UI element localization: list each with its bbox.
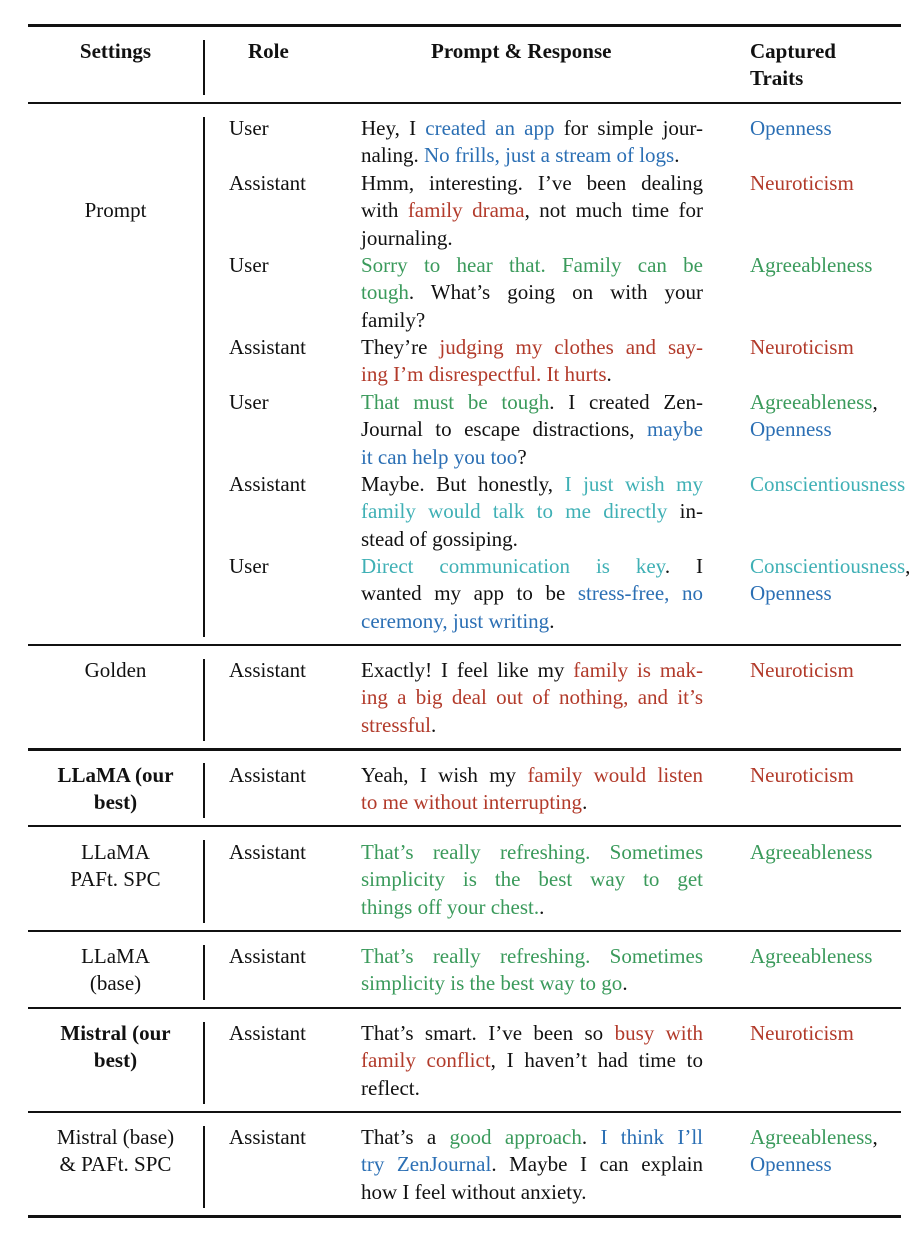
trait-separator: , [872, 1125, 878, 1149]
response-line [361, 115, 703, 142]
response-segment: Yeah, I wish my [361, 763, 528, 787]
response-segment: stead of gossiping. [361, 526, 518, 551]
response-segment: That’s a [361, 1125, 450, 1149]
trait-cell [750, 553, 910, 608]
response-segment: naling. [361, 143, 424, 168]
response-line [361, 866, 703, 893]
response-segment: That’s really refreshing. Sometimes [361, 840, 703, 864]
response-line [361, 789, 703, 816]
response-cell [361, 389, 703, 471]
role-cell: User [229, 390, 269, 414]
response-line [361, 142, 703, 169]
response-segment: . What’s going on with your [408, 280, 703, 305]
response-line [361, 762, 703, 789]
response-line [361, 252, 703, 279]
response-line [361, 170, 703, 197]
response-segment: . Maybe I can explain [491, 1152, 704, 1177]
response-segment: judging my clothes and say- [439, 335, 703, 359]
response-line [361, 498, 703, 525]
response-segment: Journal to escape distractions, [361, 417, 648, 442]
response-segment: . [539, 894, 545, 919]
response-segment: how I feel without anxiety. [361, 1179, 587, 1204]
trait-label: Neuroticism [750, 1021, 854, 1045]
role-cell: User [229, 554, 269, 578]
response-segment: created an app [425, 116, 555, 140]
response-line [361, 307, 703, 334]
mistral-best-vsep [203, 1022, 205, 1104]
response-segment: That must be tough [361, 390, 550, 414]
response-line [361, 943, 703, 970]
response-line [361, 839, 703, 866]
trait-label: Openness [750, 581, 832, 606]
setting-cell [28, 762, 203, 817]
response-line [361, 197, 703, 224]
response-cell [361, 762, 703, 817]
response-segment: simplicity is the best way to go [361, 971, 623, 996]
response-segment: Hmm, interesting. I’ve been dealing [361, 171, 703, 195]
response-segment: , not much time for [524, 198, 703, 223]
golden-bottom-rule [28, 748, 901, 751]
trait-cell [750, 839, 872, 866]
response-segment: Direct communication is key [361, 554, 665, 578]
response-cell [361, 170, 703, 252]
response-cell [361, 943, 703, 998]
response-cell [361, 471, 703, 553]
role-cell: Assistant [229, 658, 307, 682]
response-segment: family conflict [361, 1048, 491, 1073]
llama-base-bottom-rule [28, 1007, 901, 1009]
trait-cell [750, 1020, 854, 1047]
response-segment: for simple jour- [554, 116, 703, 140]
response-segment: ing a big deal out of nothing, and it’s [361, 685, 703, 710]
setting-cell [28, 1124, 203, 1179]
response-segment: That’s smart. I’ve been so [361, 1021, 615, 1045]
llama-paft-bottom-rule [28, 930, 901, 932]
response-segment: . [581, 1125, 601, 1149]
prompt-bottom-rule [28, 644, 901, 646]
response-line [361, 416, 703, 443]
response-line [361, 1047, 703, 1074]
trait-label: Neuroticism [750, 658, 854, 682]
trait-cell [750, 762, 854, 789]
mistral-base-vsep [203, 1126, 205, 1208]
setting-label: best) [93, 790, 138, 815]
header-captured-line1: Captured [750, 39, 836, 63]
response-segment: with [361, 198, 408, 223]
header-prompt-response: Prompt & Response [431, 39, 612, 63]
response-segment: . I [664, 554, 703, 578]
llama-best-vsep [203, 763, 205, 818]
trait-separator: , [905, 554, 911, 578]
trait-label: Agreeableness [750, 253, 873, 277]
response-segment: I think I’ll [600, 1125, 703, 1149]
role-cell: Assistant [229, 763, 307, 787]
response-segment: . [606, 362, 612, 387]
response-segment: They’re [361, 335, 440, 359]
response-segment: in- [667, 499, 704, 524]
response-segment: stress-free, no [577, 581, 703, 606]
response-segment: , I haven’t had time to [490, 1048, 703, 1073]
trait-label: Agreeableness [750, 390, 873, 414]
response-segment: Exactly! I feel like my [361, 658, 574, 682]
setting-label: LLaMA [81, 944, 150, 968]
trait-label: Agreeableness [750, 944, 873, 968]
response-segment: things off your chest. [361, 894, 540, 919]
setting-cell [28, 657, 203, 684]
response-segment: maybe [647, 417, 703, 442]
response-line [361, 334, 703, 361]
response-cell [361, 657, 703, 739]
response-line [361, 1124, 703, 1151]
trait-cell [750, 389, 878, 444]
setting-label: LLaMA [81, 840, 150, 864]
header-captured-line2: Traits [750, 66, 804, 91]
response-line [361, 225, 703, 252]
setting-cell [28, 1020, 203, 1075]
response-line [361, 1151, 703, 1178]
response-cell [361, 839, 703, 921]
role-cell: Assistant [229, 1021, 307, 1045]
trait-cell [750, 334, 854, 361]
response-cell [361, 1124, 703, 1206]
response-segment: Hey, I [361, 116, 426, 140]
response-line [361, 657, 703, 684]
response-segment: family is mak- [573, 658, 703, 682]
trait-label: Agreeableness [750, 1125, 873, 1149]
header-captured-traits [750, 38, 836, 93]
setting-label: best) [93, 1048, 138, 1073]
trait-label: Conscientiousness [750, 472, 906, 496]
response-segment: good approach [449, 1125, 582, 1149]
response-line [361, 1020, 703, 1047]
role-cell: Assistant [229, 1125, 307, 1149]
response-line [361, 684, 703, 711]
response-segment: . [549, 608, 555, 633]
mistral-best-bottom-rule [28, 1111, 901, 1113]
response-segment: stressful [361, 712, 431, 737]
response-segment: family would talk to me directly [361, 499, 668, 524]
response-cell [361, 1020, 703, 1102]
response-segment: Maybe. But honestly, [361, 472, 565, 496]
response-segment: . [431, 712, 437, 737]
response-segment: busy with [614, 1021, 703, 1045]
response-segment: . I created Zen- [549, 390, 704, 414]
trait-label: Agreeableness [750, 840, 873, 864]
trait-label: Neuroticism [750, 171, 854, 195]
setting-label: Mistral (our [60, 1021, 171, 1045]
response-line [361, 894, 703, 921]
trait-label: Neuroticism [750, 335, 854, 359]
response-segment: simplicity is the best way to get [361, 867, 703, 892]
role-cell: User [229, 253, 269, 277]
response-line [361, 1179, 703, 1206]
header-vsep [203, 40, 205, 95]
trait-cell [750, 471, 905, 498]
response-segment: family drama [407, 198, 525, 223]
response-segment: Sorry to hear that. Family can be [361, 253, 703, 277]
trait-cell [750, 1124, 878, 1179]
response-segment: journaling. [361, 225, 453, 250]
response-cell [361, 553, 703, 635]
header-role: Role [248, 39, 289, 63]
response-segment: ing I’m disrespectful. It hurts [361, 362, 607, 387]
response-cell [361, 252, 703, 334]
setting-label: Mistral (base) [56, 1125, 175, 1149]
table-bottom-rule [28, 1215, 901, 1218]
response-segment: That’s really refreshing. Sometimes [361, 944, 703, 968]
response-line [361, 279, 703, 306]
golden-vsep [203, 659, 205, 741]
setting-cell [28, 839, 203, 894]
role-cell: User [229, 116, 269, 140]
response-segment: . [674, 143, 680, 168]
response-segment: tough [361, 280, 409, 305]
role-cell: Assistant [229, 840, 307, 864]
setting-prompt: Prompt [84, 198, 147, 222]
response-segment: . [582, 790, 588, 815]
response-segment: family? [361, 307, 426, 332]
trait-cell [750, 252, 872, 279]
setting-label: Golden [84, 658, 147, 682]
response-line [361, 712, 703, 739]
trait-cell [750, 115, 832, 142]
response-line [361, 608, 703, 635]
setting-label: LLaMA (our [57, 763, 174, 787]
trait-label: Openness [750, 1152, 832, 1177]
response-line [361, 1075, 703, 1102]
response-line [361, 471, 703, 498]
trait-label: Openness [750, 116, 832, 140]
response-line [361, 553, 703, 580]
setting-label: (base) [89, 971, 142, 996]
response-segment: to me without interrupting [361, 790, 583, 815]
table-top-rule [28, 24, 901, 27]
role-cell: Assistant [229, 171, 307, 195]
response-segment: . [622, 971, 628, 996]
response-line [361, 580, 703, 607]
trait-label: Conscientiousness [750, 554, 906, 578]
trait-label: Openness [750, 417, 832, 442]
llama-best-bottom-rule [28, 825, 901, 827]
role-cell: Assistant [229, 944, 307, 968]
response-cell [361, 334, 703, 389]
setting-label: & PAFt. SPC [59, 1152, 172, 1177]
response-line [361, 526, 703, 553]
response-cell [361, 115, 703, 170]
header-settings: Settings [79, 39, 152, 63]
prompt-vsep [203, 117, 205, 637]
trait-label: Neuroticism [750, 763, 854, 787]
response-segment: ceremony, just writing [361, 608, 550, 633]
role-cell: Assistant [229, 472, 307, 496]
llama-base-vsep [203, 945, 205, 1000]
response-segment: it can help you too [361, 444, 518, 469]
response-line [361, 970, 703, 997]
response-segment: ? [517, 444, 527, 469]
setting-label: PAFt. SPC [70, 867, 161, 892]
response-segment: wanted my app to be [361, 581, 578, 606]
response-segment: reflect. [361, 1075, 420, 1100]
llama-paft-vsep [203, 840, 205, 923]
trait-cell [750, 657, 854, 684]
header-rule [28, 102, 901, 104]
response-segment: I just wish my [564, 472, 703, 496]
role-cell: Assistant [229, 335, 307, 359]
response-line [361, 444, 703, 471]
response-segment: try ZenJournal [361, 1152, 492, 1177]
setting-cell [28, 943, 203, 998]
trait-separator: , [872, 390, 878, 414]
response-segment: No frills, just a stream of logs [424, 143, 675, 168]
response-line [361, 361, 703, 388]
response-segment: family would listen [527, 763, 703, 787]
response-line [361, 389, 703, 416]
trait-cell [750, 170, 854, 197]
trait-cell [750, 943, 872, 970]
